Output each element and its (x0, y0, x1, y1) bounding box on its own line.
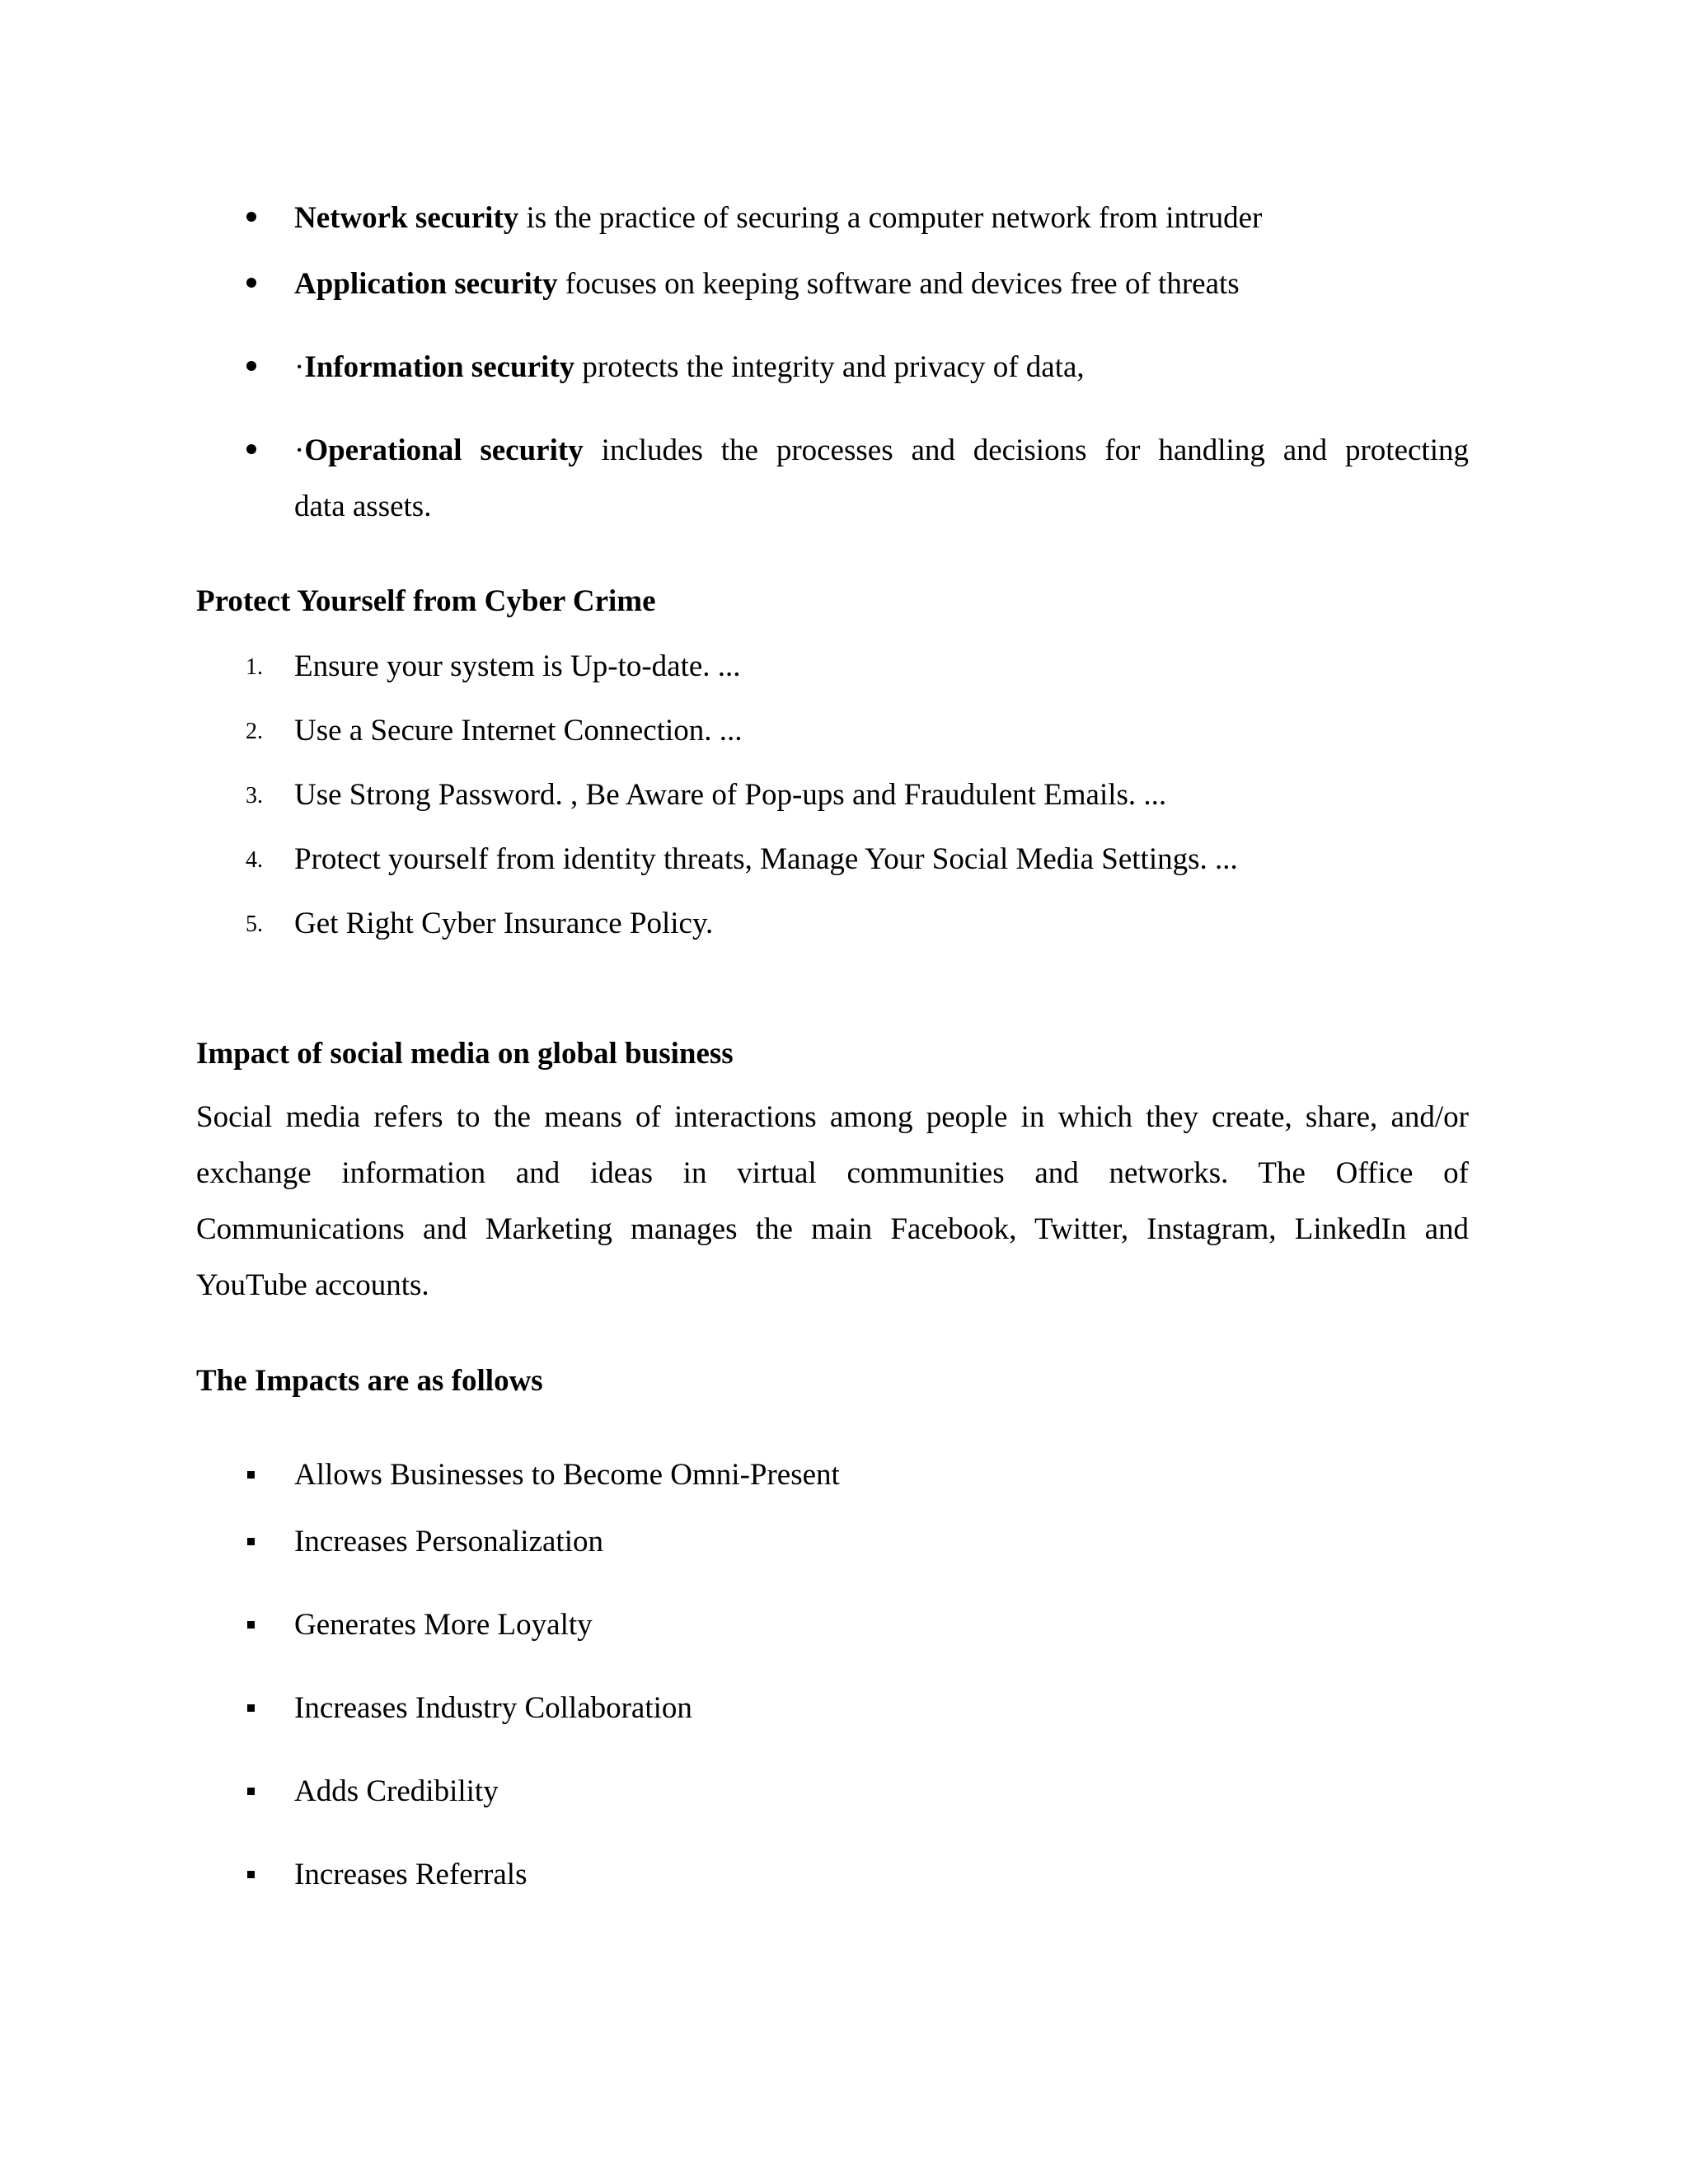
list-item: Increases Referrals (294, 1858, 528, 1891)
bullet-square (247, 1471, 255, 1479)
bullet-disc (246, 361, 256, 371)
bullet-square (247, 1621, 255, 1629)
list-item: Allows Businesses to Become Omni-Present (294, 1458, 840, 1492)
term: Network security (294, 201, 519, 235)
bullet-square (247, 1704, 255, 1712)
bullet-disc (246, 278, 256, 288)
term: Information security (304, 350, 575, 384)
section-heading: Impact of social media on global business (196, 1037, 734, 1071)
paragraph-line: Social media refers to the means of interactions among people in which they create, share, and/or (196, 1100, 1469, 1134)
description: is the practice of securing a computer network from intruder (518, 201, 1263, 235)
term: Operational security (304, 434, 584, 467)
list-item: Increases Industry Collaboration (294, 1691, 692, 1725)
list-item: Adds Credibility (294, 1774, 499, 1808)
bullet-square (247, 1871, 255, 1878)
description: protects the integrity and privacy of data, (574, 350, 1085, 384)
bullet-disc (246, 444, 256, 454)
section-heading: Protect Yourself from Cyber Crime (196, 584, 656, 618)
bullet-disc (246, 212, 256, 222)
list-item: Ensure your system is Up-to-date. ... (294, 649, 741, 683)
section-heading: The Impacts are as follows (196, 1364, 543, 1398)
list-item-continuation: data assets. (294, 490, 432, 523)
list-item: Use a Secure Internet Connection. ... (294, 714, 743, 748)
list-number: 4. (246, 847, 263, 873)
prefix: · (294, 434, 305, 467)
list-number: 2. (246, 719, 263, 744)
term: Application security (294, 267, 558, 301)
list-number: 5. (246, 912, 263, 937)
paragraph-line: exchange information and ideas in virtual communities and networks. The Office of (196, 1156, 1469, 1190)
prefix: · (294, 350, 305, 384)
bullet-square (247, 1538, 255, 1545)
list-item (294, 435, 1469, 466)
list-number: 1. (246, 654, 263, 680)
list-item: Protect yourself from identity threats, Manage Your Social Media Settings. ... (294, 842, 1238, 876)
list-item: Generates More Loyalty (294, 1608, 593, 1642)
list-item: Increases Personalization (294, 1525, 603, 1558)
description: includes the processes and decisions for handling and protecting (583, 434, 1469, 467)
list-item (294, 203, 1262, 233)
paragraph-line: YouTube accounts. (196, 1268, 429, 1302)
list-item: Use Strong Password. , Be Aware of Pop-ups and Fraudulent Emails. ... (294, 778, 1167, 812)
list-item (294, 352, 1085, 382)
list-item (294, 269, 1240, 299)
bullet-square (247, 1788, 255, 1795)
list-number: 3. (246, 783, 263, 808)
paragraph-line: Communications and Marketing manages the main Facebook, Twitter, Instagram, LinkedIn and (196, 1212, 1469, 1246)
list-item: Get Right Cyber Insurance Policy. (294, 907, 714, 940)
description: focuses on keeping software and devices free of threats (557, 267, 1240, 301)
